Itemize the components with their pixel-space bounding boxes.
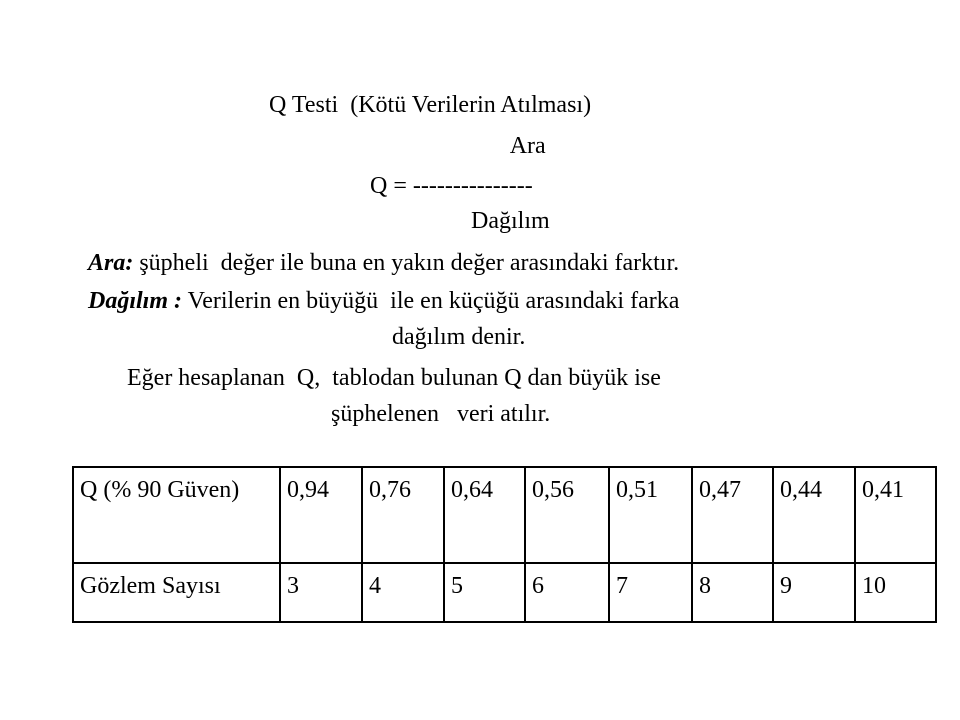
definition-continuation: dağılım denir.: [392, 324, 526, 350]
formula-lhs: Q = ---------------: [370, 173, 533, 199]
table-cell: 7: [609, 563, 692, 622]
table-cell: 8: [692, 563, 773, 622]
table-cell: 5: [444, 563, 525, 622]
table-row: [73, 563, 936, 622]
table-cell: 0,64: [444, 467, 525, 563]
definition-dagilim-text: Verilerin en büyüğü ile en küçüğü arasındaki farka: [182, 288, 680, 314]
table-cell: 0,94: [280, 467, 362, 563]
row-header-q-confidence: Q (% 90 Güven): [73, 467, 280, 563]
rule-text-2: şüphelenen veri atılır.: [331, 401, 551, 427]
table-cell: 0,56: [525, 467, 609, 563]
table-cell: 10: [855, 563, 936, 622]
formula-denominator: Dağılım: [471, 208, 550, 234]
definition-dagilim-label: Dağılım :: [88, 288, 182, 314]
title: Q Testi (Kötü Verilerin Atılması): [269, 92, 592, 118]
table-row: [73, 467, 936, 563]
table-cell: 4: [362, 563, 444, 622]
table-cell: 0,47: [692, 467, 773, 563]
table-cell: 0,76: [362, 467, 444, 563]
table-cell: 3: [280, 563, 362, 622]
formula-numerator: Ara: [509, 133, 546, 159]
table-cell: 6: [525, 563, 609, 622]
table-cell: 0,51: [609, 467, 692, 563]
row-header-observation-count: Gözlem Sayısı: [73, 563, 280, 622]
table-cell: 0,44: [773, 467, 855, 563]
rule-line-2: [0, 375, 960, 453]
definition-ara-text: şüpheli değer ile buna en yakın değer arasındaki farktır.: [133, 250, 680, 276]
table-cell: 9: [773, 563, 855, 622]
rule-text-1: Eğer hesaplanan Q, tablodan bulunan Q dan büyük ise: [127, 365, 661, 391]
definition-ara-label: Ara:: [88, 250, 134, 276]
q-critical-values-table: [72, 466, 937, 623]
table-cell: 0,41: [855, 467, 936, 563]
